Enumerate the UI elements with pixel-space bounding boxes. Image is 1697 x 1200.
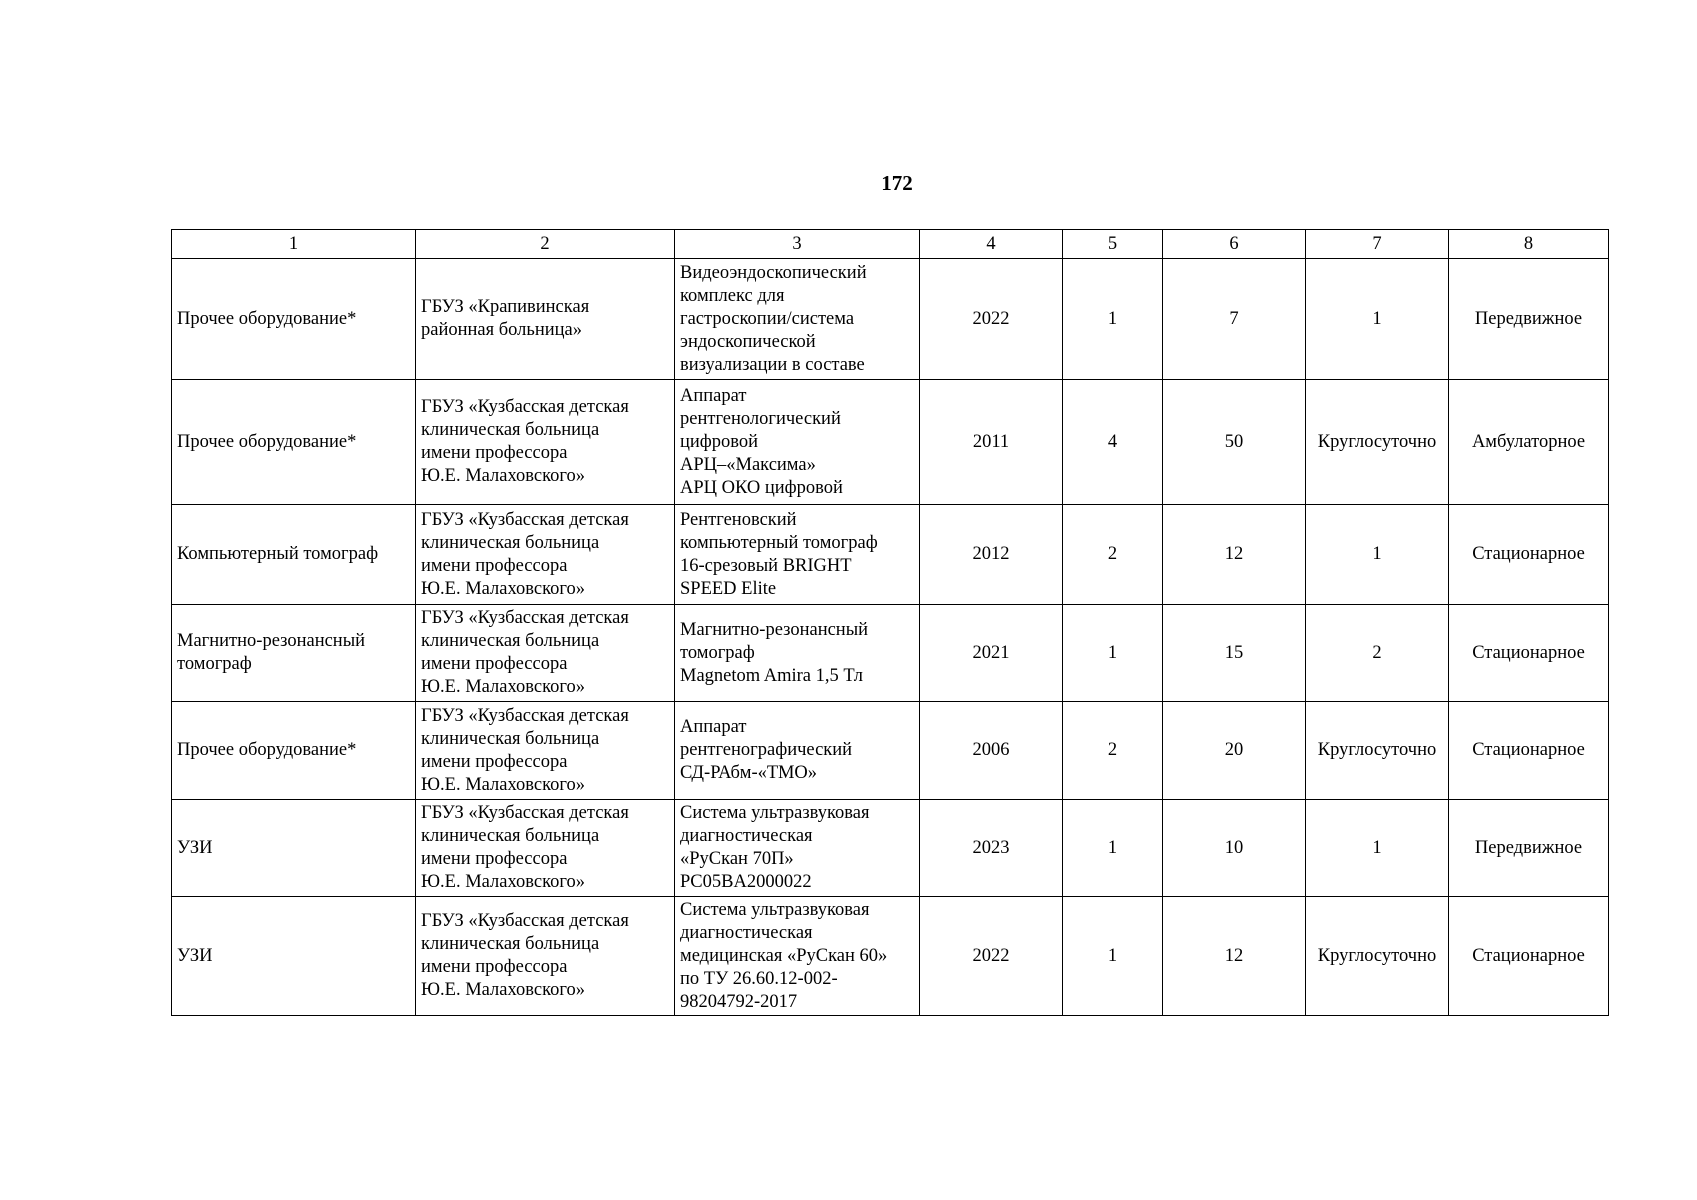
col8-cell: Стационарное (1449, 702, 1609, 800)
equipment-type-cell: Магнитно-резонансный томограф (172, 605, 416, 702)
equipment-name-cell: Аппарат рентгенологический цифровой АРЦ–«Максима» АРЦ ОКО цифровой (675, 380, 920, 505)
year-cell: 2023 (920, 800, 1063, 897)
col6-cell: 7 (1163, 259, 1306, 380)
col6-cell: 12 (1163, 505, 1306, 605)
col5-cell: 2 (1063, 505, 1163, 605)
col6-cell: 10 (1163, 800, 1306, 897)
table-row (172, 800, 1609, 897)
equipment-type-cell: Прочее оборудование* (172, 380, 416, 505)
header-cell-8: 8 (1449, 230, 1609, 259)
year-cell: 2006 (920, 702, 1063, 800)
table-row (172, 380, 1609, 505)
col5-cell: 1 (1063, 259, 1163, 380)
table-row (172, 702, 1609, 800)
col5-cell: 1 (1063, 605, 1163, 702)
col5-cell: 1 (1063, 800, 1163, 897)
equipment-name-cell: Аппарат рентгенографический СД-РАбм-«ТМО» (675, 702, 920, 800)
year-cell: 2012 (920, 505, 1063, 605)
header-cell-2: 2 (416, 230, 675, 259)
table-row (172, 505, 1609, 605)
equipment-table (171, 229, 1609, 1016)
col7-cell: 1 (1306, 259, 1449, 380)
table-row (172, 897, 1609, 1016)
organization-cell: ГБУЗ «Кузбасская детская клиническая больница имени профессора Ю.Е. Малаховского» (416, 800, 675, 897)
col8-cell: Стационарное (1449, 897, 1609, 1016)
organization-cell: ГБУЗ «Кузбасская детская клиническая больница имени профессора Ю.Е. Малаховского» (416, 380, 675, 505)
col8-cell: Передвижное (1449, 800, 1609, 897)
table-row (172, 605, 1609, 702)
col7-cell: Круглосуточно (1306, 380, 1449, 505)
col5-cell: 2 (1063, 702, 1163, 800)
organization-cell: ГБУЗ «Кузбасская детская клиническая больница имени профессора Ю.Е. Малаховского» (416, 605, 675, 702)
year-cell: 2011 (920, 380, 1063, 505)
col7-cell: 1 (1306, 800, 1449, 897)
col8-cell: Амбулаторное (1449, 380, 1609, 505)
header-cell-7: 7 (1306, 230, 1449, 259)
header-cell-4: 4 (920, 230, 1063, 259)
col6-cell: 12 (1163, 897, 1306, 1016)
organization-cell: ГБУЗ «Крапивинская районная больница» (416, 259, 675, 380)
equipment-type-cell: УЗИ (172, 800, 416, 897)
header-cell-1: 1 (172, 230, 416, 259)
header-row (172, 230, 1609, 259)
col8-cell: Стационарное (1449, 505, 1609, 605)
col5-cell: 4 (1063, 380, 1163, 505)
col5-cell: 1 (1063, 897, 1163, 1016)
equipment-name-cell: Система ультразвуковая диагностическая «РуСкан 70П» PC05BA2000022 (675, 800, 920, 897)
equipment-name-cell: Видеоэндоскопический комплекс для гастроскопии/система эндоскопической визуализации в составе (675, 259, 920, 380)
col7-cell: Круглосуточно (1306, 702, 1449, 800)
organization-cell: ГБУЗ «Кузбасская детская клиническая больница имени профессора Ю.Е. Малаховского» (416, 897, 675, 1016)
equipment-type-cell: Прочее оборудование* (172, 702, 416, 800)
header-cell-3: 3 (675, 230, 920, 259)
page-number: 172 (881, 171, 913, 195)
col7-cell: Круглосуточно (1306, 897, 1449, 1016)
col7-cell: 2 (1306, 605, 1449, 702)
header-cell-5: 5 (1063, 230, 1163, 259)
col6-cell: 50 (1163, 380, 1306, 505)
col7-cell: 1 (1306, 505, 1449, 605)
equipment-name-cell: Рентгеновский компьютерный томограф 16-срезовый BRIGHT SPEED Elite (675, 505, 920, 605)
year-cell: 2021 (920, 605, 1063, 702)
equipment-type-cell: Компьютерный томограф (172, 505, 416, 605)
organization-cell: ГБУЗ «Кузбасская детская клиническая больница имени профессора Ю.Е. Малаховского» (416, 702, 675, 800)
equipment-type-cell: Прочее оборудование* (172, 259, 416, 380)
table-row (172, 259, 1609, 380)
col8-cell: Стационарное (1449, 605, 1609, 702)
col8-cell: Передвижное (1449, 259, 1609, 380)
col6-cell: 15 (1163, 605, 1306, 702)
col6-cell: 20 (1163, 702, 1306, 800)
equipment-name-cell: Магнитно-резонансный томограф Magnetom Amira 1,5 Тл (675, 605, 920, 702)
equipment-name-cell: Система ультразвуковая диагностическая медицинская «РуСкан 60» по ТУ 26.60.12-002- 98204792-2017 (675, 897, 920, 1016)
header-cell-6: 6 (1163, 230, 1306, 259)
year-cell: 2022 (920, 259, 1063, 380)
equipment-type-cell: УЗИ (172, 897, 416, 1016)
organization-cell: ГБУЗ «Кузбасская детская клиническая больница имени профессора Ю.Е. Малаховского» (416, 505, 675, 605)
year-cell: 2022 (920, 897, 1063, 1016)
